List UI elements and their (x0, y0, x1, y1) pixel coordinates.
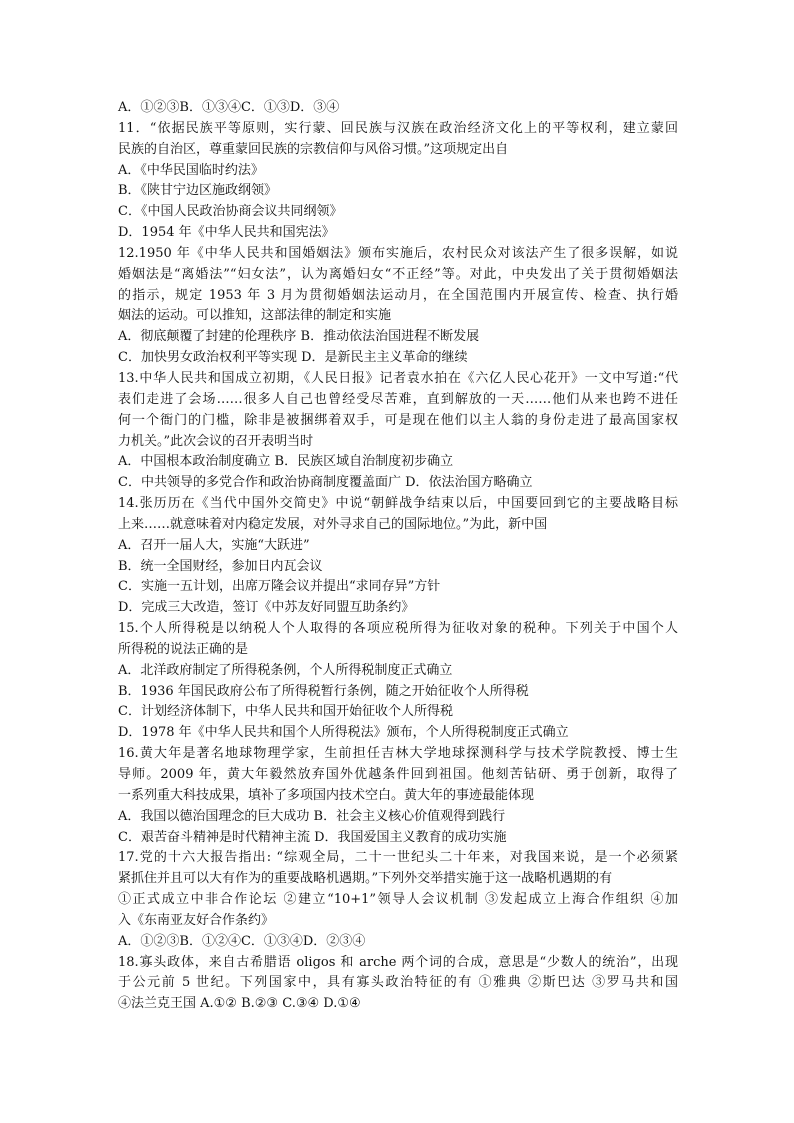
text-line: C．加快男女政治权利平等实现 D．是新民主主义革命的继续 (118, 350, 468, 366)
text-line: 一系列重大科技成果，填补了多项国内技术空白。黄大年的事迹最能体现 (118, 787, 535, 803)
text-line: 紧抓住并且可以大有作为的重要战略机遇期。”下列外交举措实施于这一战略机遇期的有 (118, 871, 613, 887)
text-line: 16.黄大年是著名地球物理学家，生前担任吉林大学地球探测科学与技术学院教授、博士生 (118, 746, 678, 762)
text-line: 的指示，规定 1953 年 3 月为贯彻婚姻法运动月，在全国范围内开展宣传、检查、执行婚 (118, 287, 678, 303)
text-line: 婚姻法是“离婚法”“妇女法”，认为离婚妇女“不正经”等。对此，中央发出了关于贯彻婚姻法 (118, 266, 678, 282)
text-line: 13.中华人民共和国成立初期，《人民日报》记者袁水拍在《六亿人民心花开》一文中写道:“代 (118, 370, 678, 386)
text-line: ①正式成立中非合作论坛 ②建立“10+1”领导人会议机制 ③发起成立上海合作组织 ④加 (118, 892, 678, 908)
text-line: B．统一全国财经，参加日内瓦会议 (118, 558, 323, 574)
text-line: D．完成三大改造，签订《中苏友好同盟互助条约》 (118, 600, 415, 616)
text-line: 于公元前 5 世纪。下列国家中，具有寡头政治特征的有 ①雅典 ②斯巴达 ③罗马共和国 (118, 975, 678, 991)
text-line: 何一个衙门的门槛，除非是被捆绑着双手，可是现在他们以主人翁的身份走进了最高国家权 (118, 412, 678, 428)
text-line: 上来……就意味着对内稳定发展，对外寻求自己的国际地位。”为此，新中国 (118, 516, 548, 532)
text-line: 导师。2009 年，黄大年毅然放弃国外优越条件回到祖国。他刻苦钻研、勇于创新，取得了 (118, 767, 678, 782)
text-line: A．中国根本政治制度确立 B．民族区域自治制度初步确立 (118, 454, 454, 470)
text-line: A．①②③B．①③④C．①③D．③④ (118, 100, 340, 115)
text-line: 11．“依据民族平等原则，实行蒙、回民族与汉族在政治经济文化上的平等权利，建立蒙回 (118, 120, 678, 136)
text-line: B．1936 年国民政府公布了所得税暂行条例，随之开始征收个人所得税 (118, 683, 529, 699)
text-line: C．《中国人民政治协商会议共同纲领》 (118, 204, 343, 220)
text-line: 民族的自治区，尊重蒙回民族的宗教信仰与风俗习惯。”这项规定出自 (118, 141, 509, 157)
text-line: A．我国以德治国理念的巨大成功 B．社会主义核心价值观得到践行 (118, 808, 506, 824)
text-line: C．计划经济体制下，中华人民共和国开始征收个人所得税 (118, 704, 453, 720)
text-line: A．召开一届人大，实施“大跃进” (118, 537, 310, 553)
text-line: 14.张历历在《当代中国外交简史》中说“朝鲜战争结束以后，中国要回到它的主要战略目标 (118, 496, 678, 512)
text-line: D．1954 年《中华人民共和国宪法》 (118, 225, 335, 241)
text-line: B．《陕甘宁边区施政纲领》 (118, 183, 278, 199)
text-line: A．《中华民国临时约法》 (118, 162, 264, 178)
text-line: 所得税的说法正确的是 (118, 641, 249, 657)
text-line: ④法兰克王国 A.①② B.②③ C.③④ D.①④ (118, 996, 361, 1012)
text-line: C．艰苦奋斗精神是时代精神主流 D．我国爱国主义教育的成功实施 (118, 829, 507, 845)
text-line: A．彻底颠覆了封建的伦理秩序 B．推动依法治国进程不断发展 (118, 329, 480, 345)
text-line: C．中共领导的多党合作和政治协商制度覆盖面广 D．依法治国方略确立 (118, 475, 533, 491)
text-line: A．北洋政府制定了所得税条例，个人所得税制度正式确立 (118, 662, 453, 678)
text-line: 力机关。”此次会议的召开表明当时 (118, 433, 314, 449)
text-line: 17.党的十六大报告指出: “综观全局，二十一世纪头二十年来，对我国来说，是一个必须紧 (118, 850, 678, 866)
text-line: 表们走进了会场……很多人自己也曾经受尽苦难，直到解放的一天……他们从来也跨不进任 (118, 391, 678, 407)
exam-page-text (118, 98, 678, 1015)
text-line: D．1978 年《中华人民共和国个人所得税法》颁布，个人所得税制度正式确立 (118, 725, 569, 741)
text-line: 姻法的运动。可以推知，这部法律的制定和实施 (118, 308, 392, 324)
text-line: 18.寡头政体，来自古希腊语 oligos 和 arche 两个词的合成，意思是“少数人的统治”，出现 (118, 954, 678, 970)
text-line: C．实施一五计划，出席万隆会议并提出“求同存异”方针 (118, 579, 441, 595)
text-line: A．①②③B．①②④C．①③④D．②③④ (118, 933, 366, 949)
text-line: 12.1950 年《中华人民共和国婚姻法》颁布实施后，农村民众对该法产生了很多误解，如说 (118, 245, 678, 261)
text-line: 入《东南亚友好合作条约》 (118, 912, 275, 928)
text-line: 15.个人所得税是以纳税人个人取得的各项应税所得为征收对象的税种。下列关于中国个人 (118, 621, 678, 637)
